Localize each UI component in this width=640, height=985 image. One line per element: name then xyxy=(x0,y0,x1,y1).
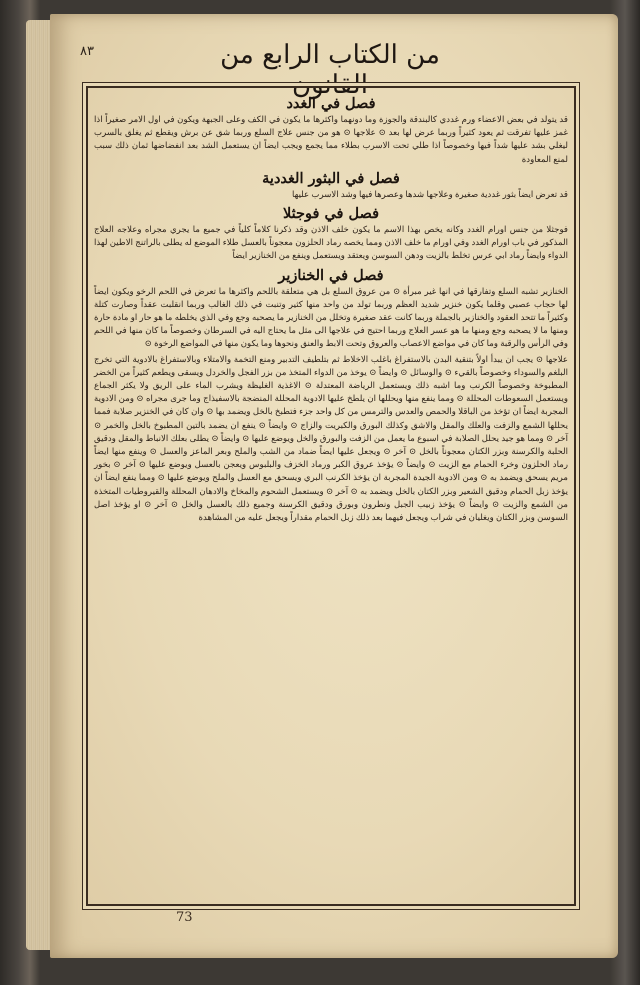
text-frame xyxy=(86,86,576,906)
section-heading: فصل في فوجثلا xyxy=(282,205,379,223)
section-paragraph: علاجها ⊙ يجب ان يبدأ اولاً بتنقية البدن بالاستفراغ باغلب الاخلاط ثم بتلطيف التدبير ومنع التخمة والامتلاء وبالاستفراغ بالادوية التي تخرج البلغم والسوداء وخصوصاً بالقيء ⊙ والوسائل ⊙ وايضاً ⊙ يوخذ من الدواء المتخذ من بزر الفجل والخردل ويسقى ويطعم كثيراً من الخضر المطبوخة وخصوصاً الكرنب وما اشبه ذلك ويستعمل الرياضة المعتدلة ⊙ الاغذية الغليظة ويشرب الماء على الريق ولا يكثر الجماع ويستعمل السعوطات المحللة ⊙ ومما ينفع منها ويحللها ان يلطخ عليها الادوية المحللة المنضجة بالاسفيذاج وما جرى مجراه ⊙ ومن الادوية المجربة ايضاً ان تؤخذ من الباقلا والحمص والعدس والترمس من كل واحد جزء فتطبخ بالخل ويضمد بها ⊙ وان كان في الخنزير صلابة فمما يحللها الشمع والزفت والعلك والمقل والاشق وكذلك البورق والكبريت والزاج ⊙ وايضاً ⊙ ينفع ان يضمد بالتين المطبوخ بالخل والخمر ⊙ آخر ⊙ ومما هو جيد يحلل الصلابة في اسبوع ما يعمل من الزفت والبورق والخل ويوضع عليها ⊙ وايضاً ⊙ يطلى بعلك الانباط والمقل ودقيق الحلبة والكرسنة وبزر الكتان معجوناً بالخل ⊙ آخر ⊙ ويجعل عليها ايضاً ضماد من الشب والملح وبعر الماعز والعسل ⊙ وينفع منها ايضاً رماد الحلزون وخرء الحمام مع الزيت ⊙ وايضاً ⊙ يؤخذ عروق الكبر ورماد الخزف والبلبوس ويعجن بالعسل ويوضع عليها ⊙ آخر ⊙ بخور مريم يسحق ويضمد به ⊙ ومن الادوية الجيدة المجربة ان يؤخذ الكرنب البري ويسحق مع العسل والملح ويوضع عليها ⊙ ومما ينفع ايضاً ان يؤخذ زبل الحمام ودقيق الشعير وبزر الكتان بالخل ويضمد به ⊙ آخر ⊙ ويستعمل الشحوم والمخاخ والادهان المحللة والقيروطيات المتخذة من الشمع والزيت ⊙ وايضاً ⊙ يؤخذ زبيب الجبل ونطرون وبورق ودقيق الكرسنة وجميع ذلك بالعسل والخل ⊙ آخر ⊙ او يؤخذ اصل السوسن وبزر الكتان ويغليان في شراب ويجعل فيهما بعد ذلك زبل الحمام مقداراً ويجعل عليه من المشاهدة xyxy=(94,354,568,524)
section-paragraph: الخنازير تشبه السلع وتفارقها في انها غير مبرأة ⊙ من عروق السلع بل هي متعلقة باللحم واكثرها ما تعرض في اللحم الرخو ويكون ايضاً لها حجاب عصبي وقلما يكون خنزير شديد العظم وربما تولد من واحد منها كثير وتنبت في ذلك الغالب وربما انقلبت عقداً وصارت كتلة وكثيراً ما تتحد العقود والخنازير بالجملة وربما كانت عقد صغيرة وتخلل من الخنازير ما يصحبه وجع وفي الذي يخلطه ما هو حار او مادة حارة ومنها ما لا يصحبه وجع ومنها ما هو عسر العلاج وربما احتيج في علاجها الى مثل ما يحتاج اليه في السرطان وخصوصاً ما كان منها في اللحم وفي الرأس والرقبة وما كان في مواضع الاعصاب والعروق وتحت الابط والعنق ونحوها وما يكون منها في المواضع الرخوة ⊙ xyxy=(94,286,568,350)
section-paragraph: قد يتولد في بعض الاعضاء ورم غددي كالبندقة والجوزة وما دونهما واكثرها ما يكون في الكف وعلى الجبهة ويكون في اول الامر صغيراً اذا غمز عليها تفرقت ثم يعود كثيراً وربما عرض لها بعد ⊙ علاجها ⊙ هو من جنس علاج السلع وربما شق عن برش ويقطع ثم يغلق بالسرب ليغلي بشد عليها شداً فيها وخصوصاً اذا طلي تحت الاسرب بطلاء مما يجمع ويجب ايضاً ان يستعمل الشد بعد انفضاضها ثمان ذلك سبب لمنع المعاودة xyxy=(94,115,568,165)
section-paragraph: فوجثلا من جنس اورام الغدد وكانه يخص بهذا الاسم ما يكون خلف الاذن وقد ذكرنا كلاماً كلياً في جميع ما يجري مجراه وعلاجه العلاج المذكور في باب اورام الغدد وفي اورام ما خلف الاذن ومما يخصه رماد الحلزون معجوناً بالعسل طلاء الموضع له يطلى بالراتنج الاطين لهذا الدواء وايضاً رماد ابي عرس تخلط بالزيت ودهن السوسن ويعتقد ويستعمل وينفع من الخنازير ايضاً xyxy=(94,225,568,262)
footer-number: 73 xyxy=(176,910,193,925)
text-body xyxy=(94,92,568,898)
section-heading: فصل في الخنازير xyxy=(278,266,384,284)
folio-number: ٨٣ xyxy=(80,44,94,59)
section-paragraph: قد تعرض ايضاً بثور غددية صغيرة وعلاجها شدها وعصرها فيها وشد الاسرب عليها xyxy=(292,189,568,200)
section-heading: فصل في الغدد xyxy=(286,95,376,112)
running-head: من الكتاب الرابع من القانون xyxy=(220,40,440,100)
section-heading: فصل في البثور الغددية xyxy=(262,169,400,187)
